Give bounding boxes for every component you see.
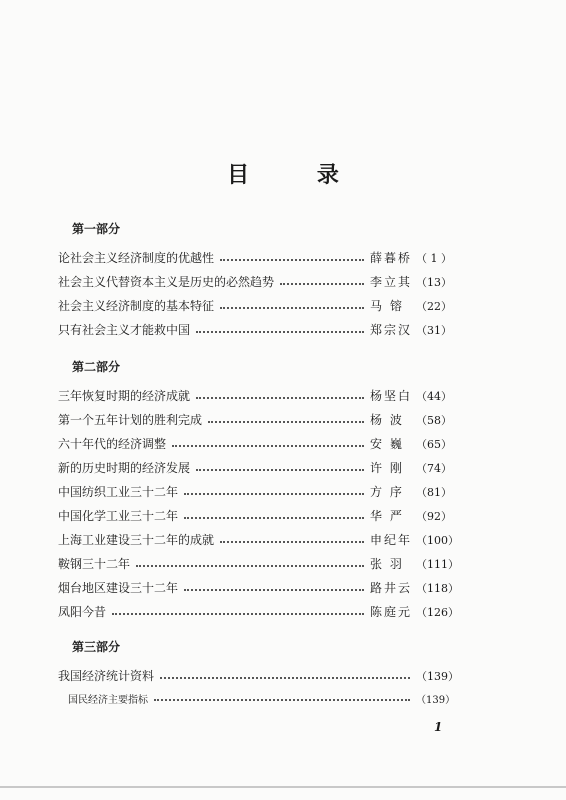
toc-entry [58, 290, 452, 314]
entry-page: （100） [416, 534, 459, 547]
scan-edge-line [0, 786, 566, 788]
entry-author: 马 镕 [370, 299, 404, 313]
entry-title: 中国化学工业三十二年 [58, 509, 179, 523]
section-heading: 第三部分 [72, 640, 121, 654]
toc-section-3 [58, 638, 459, 706]
entry-page: （118） [416, 582, 459, 595]
entry-page: （139） [416, 670, 459, 683]
toc-entry [58, 500, 452, 524]
entry-page: （111） [416, 558, 459, 571]
toc-entry [58, 572, 459, 596]
dot-leader [196, 397, 364, 399]
entry-author: 华 严 [370, 509, 404, 523]
entry-title: 中国纺织工业三十二年 [58, 485, 179, 499]
entry-page: （74） [416, 462, 452, 475]
toc-subentry [58, 684, 456, 706]
entry-title: 国民经济主要指标 [68, 695, 148, 706]
entry-author: 张 羽 [370, 557, 404, 571]
entry-page: （81） [416, 486, 452, 499]
entry-page: （139） [416, 695, 456, 706]
dot-leader [196, 331, 364, 333]
entry-page: （13） [416, 276, 452, 289]
page-title: 目 录 [227, 162, 369, 188]
dot-leader [172, 445, 364, 447]
toc-entry [58, 452, 452, 476]
entry-page: （58） [416, 414, 452, 427]
section-heading: 第二部分 [72, 360, 121, 374]
toc-entry [58, 314, 452, 338]
toc-entry [58, 596, 459, 620]
dot-leader [208, 421, 364, 423]
entry-page: （92） [416, 510, 452, 523]
entry-title: 我国经济统计资料 [58, 669, 155, 683]
entry-title: 烟台地区建设三十二年 [58, 581, 179, 595]
entry-title: 只有社会主义才能救中国 [58, 323, 191, 337]
entry-title: 凤阳今昔 [58, 605, 107, 619]
entry-title: 社会主义代替资本主义是历史的必然趋势 [58, 275, 275, 289]
section-heading: 第一部分 [72, 222, 121, 236]
dot-leader [136, 565, 364, 567]
entry-page: （65） [416, 438, 452, 451]
entry-title: 社会主义经济制度的基本特征 [58, 299, 215, 313]
dot-leader [154, 699, 410, 701]
entry-author: 李立其 [370, 275, 413, 289]
dot-leader [220, 259, 364, 261]
dot-leader [196, 469, 364, 471]
entry-title: 新的历史时期的经济发展 [58, 461, 191, 475]
dot-leader [184, 517, 364, 519]
dot-leader [220, 541, 364, 543]
entry-page: （31） [416, 324, 452, 337]
toc-entry [58, 548, 459, 572]
toc-entry [58, 404, 452, 428]
dot-leader [160, 677, 410, 679]
entry-page: （44） [416, 390, 452, 403]
toc-entry [58, 266, 452, 290]
entry-author: 方 序 [370, 485, 404, 499]
dot-leader [220, 307, 364, 309]
entry-page: （ 1 ） [416, 252, 452, 265]
toc-entry [58, 380, 452, 404]
dot-leader [184, 493, 364, 495]
page-number: 1 [434, 720, 443, 734]
toc-section-2 [58, 358, 459, 620]
entry-author: 许 刚 [370, 461, 404, 475]
entry-title: 第一个五年计划的胜利完成 [58, 413, 203, 427]
entry-author: 申纪年 [370, 533, 413, 547]
toc-entry [58, 476, 452, 500]
entry-title: 上海工业建设三十二年的成就 [58, 533, 215, 547]
toc-entry [58, 524, 459, 548]
entry-author: 陈庭元 [370, 605, 413, 619]
entry-author: 安 巍 [370, 437, 404, 451]
dot-leader [112, 613, 364, 615]
entry-author: 杨 波 [370, 413, 404, 427]
entry-title: 六十年代的经济调整 [58, 437, 167, 451]
entry-author: 薛暮桥 [370, 251, 413, 265]
entry-page: （126） [416, 606, 459, 619]
entry-author: 杨坚白 [370, 389, 413, 403]
toc-entry [58, 428, 452, 452]
toc-section-1 [58, 220, 452, 338]
dot-leader [280, 283, 364, 285]
entry-author: 路井云 [370, 581, 413, 595]
entry-title: 论社会主义经济制度的优越性 [58, 251, 215, 265]
toc-entry [58, 242, 452, 266]
entry-title: 鞍钢三十二年 [58, 557, 131, 571]
toc-entry [58, 660, 459, 684]
dot-leader [184, 589, 364, 591]
entry-author: 郑宗汉 [370, 323, 413, 337]
entry-title: 三年恢复时期的经济成就 [58, 389, 191, 403]
entry-page: （22） [416, 300, 452, 313]
